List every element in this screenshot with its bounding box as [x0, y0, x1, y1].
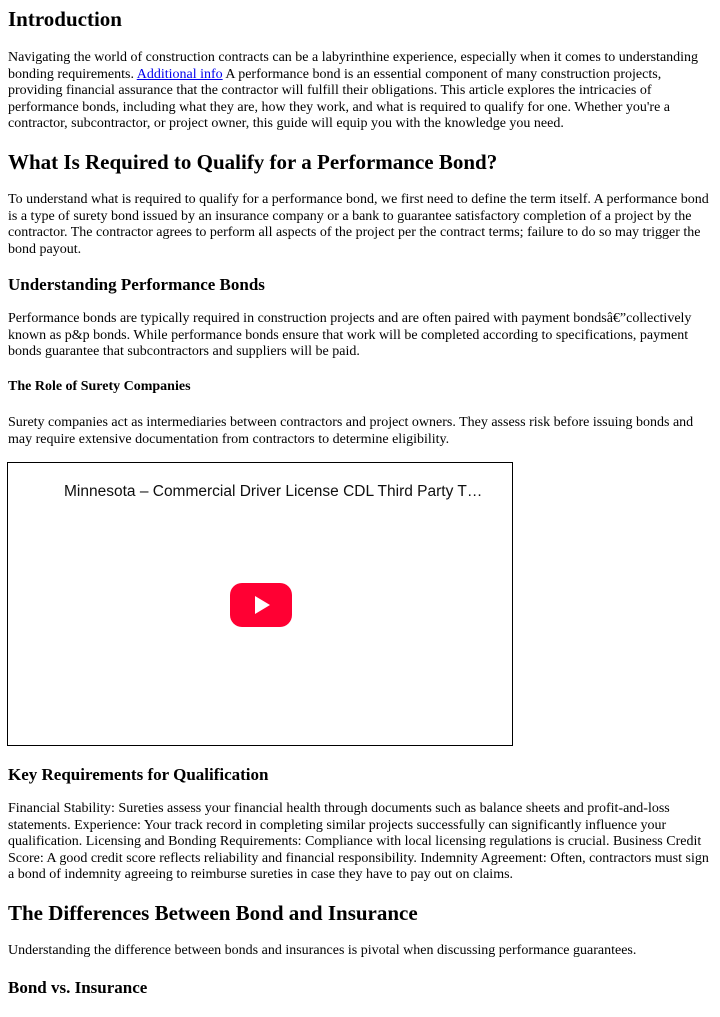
intro-text-start: Navigating the world of construction contracts can be a labyrinthine experience, especially when it comes to understanding bonding requirements. [8, 50, 699, 82]
key-requirements-paragraph: Financial Stability: Sureties assess your financial health through documents such as balance sheets and profit-and-loss statements. Experience: Your track record in completing similar projects successfully can significantly influence your qualification. Licensing and Bonding Requirements: Compliance with local licensing regulations is crucial. Business Credit Score: A good credit score reflects reliability and financial responsibility. Indemnity Agreement: Often, contractors must sign a bond of indemnity agreeing to reimburse sureties in case they have to pay out on claims. [8, 801, 709, 882]
surety-paragraph: Surety companies act as intermediaries between contractors and project owners. They assess risk before issuing bonds and may require extensive documentation from contractors to determine eligibility. [8, 415, 694, 447]
additional-info-link[interactable]: Additional info [136, 66, 223, 82]
intro-text-end: A performance bond is an essential component of many construction projects, providing financial assurance that the contractor will fulfill their obligations. This article explores the intricacies of performance bonds, including what they are, how they work, and what is required to qualify for one. Whether you're a contractor, subcontractor, or project owner, this guide will equip you with the knowledge you need. [8, 66, 670, 131]
key-requirements-heading: Key Requirements for Qualification [8, 765, 269, 784]
intro-paragraph [8, 50, 712, 133]
differences-heading: The Differences Between Bond and Insurance [8, 901, 418, 925]
play-icon [255, 596, 270, 614]
play-button[interactable] [230, 583, 292, 627]
differences-paragraph: Understanding the difference between bonds and insurances is pivotal when discussing performance guarantees. [8, 943, 637, 958]
intro-heading: Introduction [8, 7, 122, 31]
qualify-paragraph: To understand what is required to qualify for a performance bond, we first need to define the term itself. A performance bond is a type of surety bond issued by an insurance company or a bank to guarantee satisfactory completion of a project by the contractor. The contractor agrees to perform all aspects of the project per the contract terms; failure to do so may trigger the bond payout. [8, 192, 709, 257]
surety-heading: The Role of Surety Companies [8, 379, 191, 394]
video-embed[interactable] [7, 462, 513, 746]
bond-vs-insurance-heading: Bond vs. Insurance [8, 978, 148, 997]
understanding-paragraph: Performance bonds are typically required in construction projects and are often paired with payment bondsâ€”collectively known as p&p bonds. While performance bonds ensure that work will be completed according to specifications, payment bonds guarantee that subcontractors and suppliers will be paid. [8, 311, 692, 359]
video-title[interactable]: Minnesota – Commercial Driver License CDL Third Party T… [64, 483, 483, 500]
understanding-heading: Understanding Performance Bonds [8, 275, 265, 294]
qualify-heading: What Is Required to Qualify for a Performance Bond? [8, 150, 498, 174]
